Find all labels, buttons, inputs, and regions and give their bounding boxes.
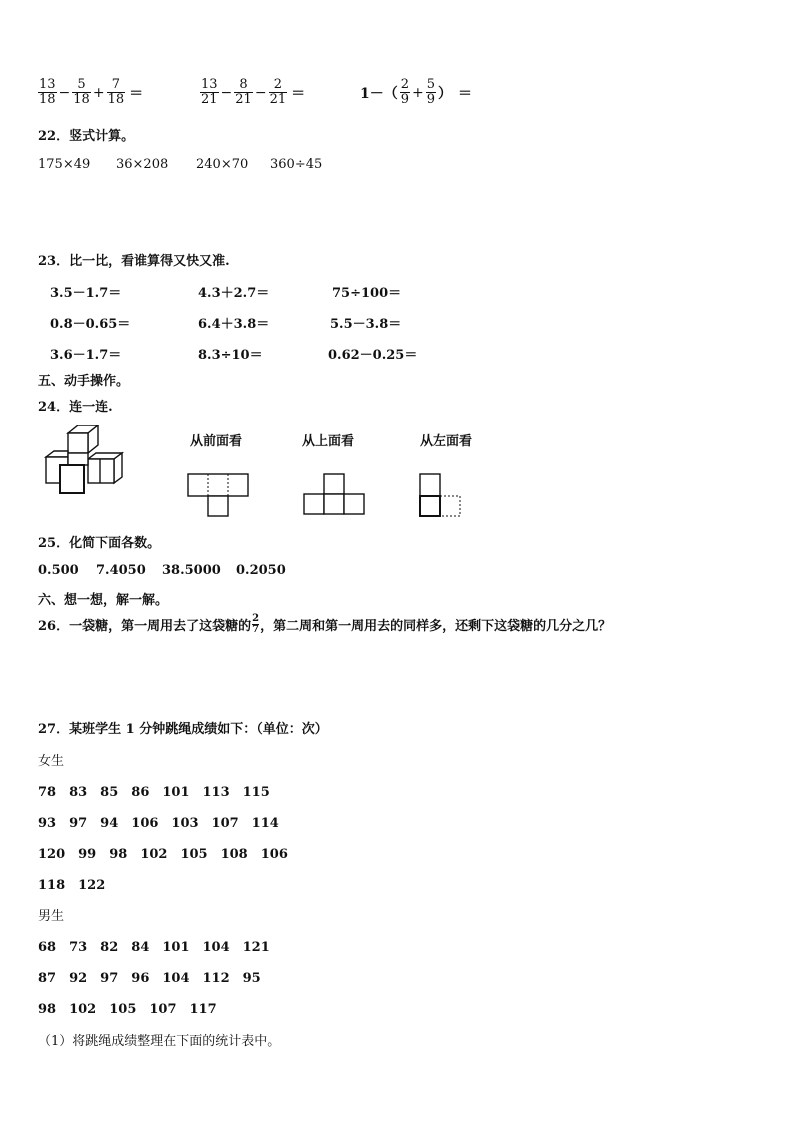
question-24-title: 24．连一连.	[38, 400, 113, 415]
q22-item: 175×49	[38, 157, 91, 172]
fraction-expression-2	[200, 78, 305, 107]
q22-item: 36×208	[116, 157, 169, 172]
q22-item: 240×70	[196, 157, 249, 172]
operator: +	[92, 84, 105, 101]
equals-sign: ＝	[291, 85, 306, 102]
cube-figure	[40, 425, 130, 495]
lead-text: 1－（	[360, 85, 398, 102]
operator: +	[412, 84, 424, 101]
q23-item: 8.3÷10＝	[198, 348, 263, 363]
close-paren: ）	[438, 85, 453, 102]
q22-item: 360÷45	[270, 157, 323, 172]
girls-row: 93 97 94 106 103 107 114	[38, 816, 279, 831]
view-cell	[188, 474, 248, 496]
girls-row: 118 122	[38, 878, 106, 893]
question-25-title: 25．化简下面各数。	[38, 536, 161, 551]
question-27-title: 27．某班学生 1 分钟跳绳成绩如下：（单位：次）	[38, 722, 328, 737]
view-cell	[420, 474, 440, 496]
fraction: $\frac{8}{21}$	[235, 77, 252, 107]
q26-fraction: $\frac{2}{7}$	[252, 613, 260, 635]
cube-face	[46, 451, 68, 457]
operator: −	[220, 84, 233, 101]
girls-label: 女生	[38, 754, 65, 769]
view-cell	[344, 494, 364, 514]
question-23-title: 23．比一比，看谁算得又快又准.	[38, 254, 230, 269]
q27-subquestion-1: （1）将跳绳成绩整理在下面的统计表中。	[38, 1034, 281, 1049]
view-label-top: 从上面看	[302, 434, 355, 449]
section-6-heading: 六、想一想，解一解。	[38, 593, 169, 608]
fraction: $\frac{13}{21}$	[201, 77, 218, 107]
q25-item: 0.500	[38, 563, 79, 578]
q23-item: 75÷100＝	[332, 286, 402, 301]
section-5-heading: 五、动手操作。	[38, 374, 130, 389]
q23-item: 0.8－0.65＝	[50, 317, 131, 332]
cube-face	[68, 433, 88, 453]
boys-row: 87 92 97 96 104 112 95	[38, 971, 261, 986]
question-22-title: 22．竖式计算。	[38, 129, 135, 144]
cube-face	[88, 459, 114, 483]
girls-row: 78 83 85 86 101 113 115	[38, 785, 270, 800]
q25-item: 38.5000	[162, 563, 221, 578]
operator: −	[58, 84, 71, 101]
fraction: $\frac{7}{18}$	[107, 77, 125, 107]
operator: −	[254, 84, 267, 101]
cube-face	[114, 453, 122, 483]
fraction: $\frac{5}{9}$	[426, 77, 436, 107]
boys-label: 男生	[38, 909, 65, 924]
q23-item: 5.5－3.8＝	[330, 317, 402, 332]
fraction: $\frac{2}{21}$	[269, 77, 287, 107]
view-label-left: 从左面看	[420, 434, 473, 449]
view-cell	[324, 494, 344, 514]
q23-item: 4.3＋2.7＝	[198, 286, 270, 301]
boys-row: 98 102 105 107 117	[38, 1002, 217, 1017]
cube-face	[60, 465, 84, 493]
fraction: $\frac{13}{18}$	[39, 77, 56, 107]
q25-item: 7.4050	[96, 563, 146, 578]
q23-item: 3.5－1.7＝	[50, 286, 122, 301]
q26-text-before: 26．一袋糖，第一周用去了这袋糖的	[38, 619, 252, 634]
question-26	[38, 614, 611, 635]
cube-face	[68, 453, 88, 465]
view-cell	[324, 474, 344, 494]
q23-item: 3.6－1.7＝	[50, 348, 122, 363]
view-shape-c	[418, 472, 468, 518]
view-shape-a	[186, 472, 250, 518]
fraction: $\frac{5}{18}$	[73, 77, 90, 107]
equals-sign: ＝	[458, 85, 473, 102]
fraction-expression-1	[38, 78, 143, 107]
fraction: $\frac{2}{9}$	[400, 77, 410, 107]
hidden-edge	[440, 496, 460, 516]
view-cell	[420, 496, 440, 516]
view-label-front: 从前面看	[190, 434, 243, 449]
q23-item: 6.4＋3.8＝	[198, 317, 270, 332]
q26-text-after: ，第二周和第一周用去的同样多，还剩下这袋糖的几分之几？	[260, 619, 612, 634]
view-shape-b	[302, 472, 368, 518]
girls-row: 120 99 98 102 105 108 106	[38, 847, 288, 862]
view-cell	[208, 496, 228, 516]
q23-item: 0.62－0.25＝	[328, 348, 418, 363]
view-cell	[304, 494, 324, 514]
fraction-expression-3	[358, 78, 472, 107]
boys-row: 68 73 82 84 101 104 121	[38, 940, 270, 955]
q25-item: 0.2050	[236, 563, 286, 578]
equals-sign: ＝	[129, 85, 144, 102]
